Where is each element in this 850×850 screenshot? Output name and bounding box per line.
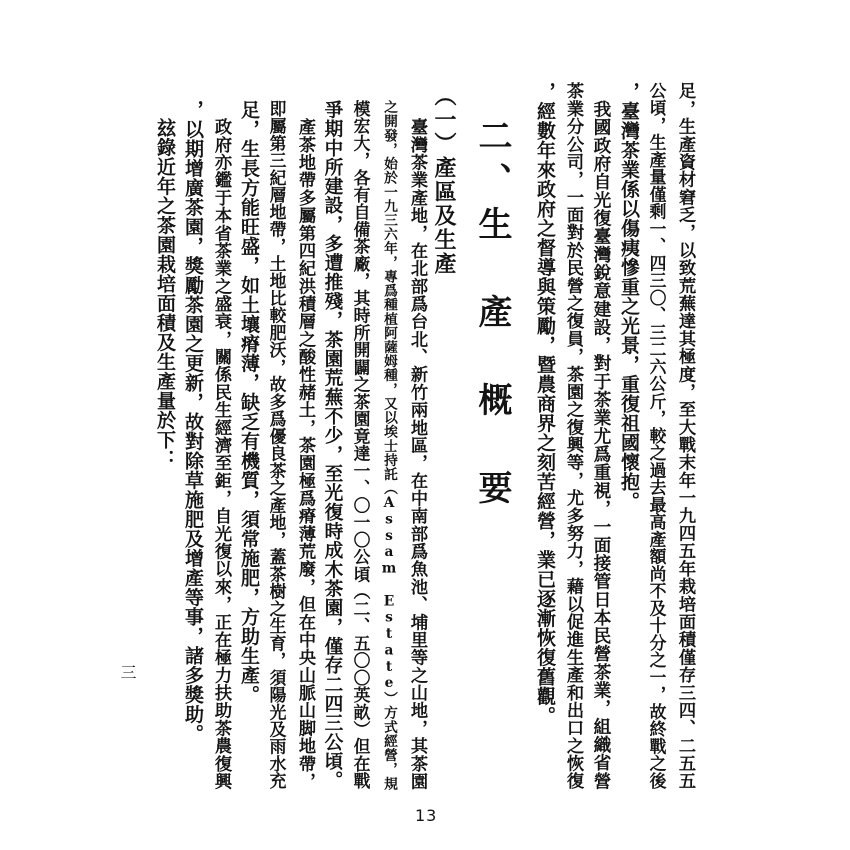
text-column-2: 公頃，生產量僅剩一、四三〇、三二六公斤，較之過去最高產額尚不及十分之一，故終戰之後 — [647, 82, 667, 790]
text-column-14: 政府亦鑑于本省茶業之盛衰，關係民生經濟至鉅，自光復以來，正在極力扶助茶農復興 — [211, 118, 231, 790]
text-column-12: 即屬第三紀層地帶，土地比較肥沃，故多爲優良茶之產地，蓋茶樹之生育，須陽光及雨水充 — [267, 100, 287, 790]
text-column-8: 之開發，始於一九三六年，專爲種植阿薩姆種，又以埃士持託（Assam Estate）方式經營，規 — [381, 100, 397, 791]
section-title: （一）產區及生產 — [431, 84, 457, 276]
text-column-6: ，經數年來政府之督導與策勵，暨農商界之刻苦經營，業已逐漸恢復舊觀。 — [534, 82, 556, 726]
text-column-4: 我國政府自光復臺灣銳意建設，對于茶業尤爲重視，一面接管日本民營茶業，組織省營 — [591, 100, 612, 790]
text-column-16: 玆錄近年之茶園栽培面積及生產量於下： — [154, 118, 176, 469]
text-column-1: 足，生產資材窘乏，以致荒蕪達其極度，至大戰末年一九四五年栽培面積僅存三四、二五五 — [675, 82, 695, 790]
folio-mark: 三 — [118, 664, 137, 680]
text-column-13: 足，生長方能旺盛，如土壤瘠薄，缺乏有機質，須常施肥，方助生產。 — [238, 100, 260, 705]
text-column-10: 爭期中所建設，多遭推殘，茶園荒蕪不少，至光復時成木茶園，僅存二四三公頃。 — [322, 100, 344, 790]
text-column-9: 模宏大，各有自備茶廠，其時所開闢之茶園竟達一、〇一〇公頃（二、五〇〇英畝）但在戰 — [351, 100, 371, 790]
text-column-5: 茶業分公司，一面對於民營之復員，茶園之復興等，尤多努力，藉以促進生產和出口之恢復 — [563, 82, 583, 790]
page-number: 13 — [415, 806, 438, 825]
text-column-11: 產茶地帶多屬第四紀洪積層之酸性赭土，茶園極爲瘠薄荒廢，但在中央山脈山脚地帶， — [295, 118, 315, 790]
text-column-15: ，以期增廣茶園，獎勵茶園之更新，故對除草施肥及增產等事，諸多獎助。 — [182, 100, 204, 744]
text-column-7: 臺灣茶業產地，在北部爲台北、新竹兩地區，在中南部爲魚池、埔里等之山地，其茶園 — [407, 118, 427, 790]
chapter-title: 二、生 產 概 要 — [472, 118, 512, 514]
text-column-3: ，臺灣茶業係以傷痍慘重之光景，重復祖國懷抱。 — [618, 82, 640, 511]
